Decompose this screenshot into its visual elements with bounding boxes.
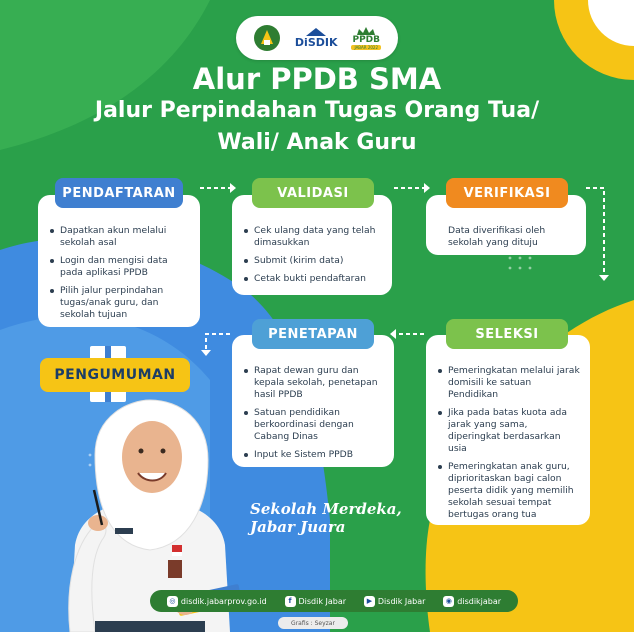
arrow-penetapan-to-pengumuman [206,334,230,350]
youtube-icon: ▶ [364,596,375,607]
list-item: Dapatkan akun melalui sekolah asal [50,225,190,249]
footer-youtube[interactable] [364,596,426,607]
footer-facebook[interactable] [285,596,347,607]
verifikasi-label: VERIFIKASI [446,178,568,208]
arrow-verifikasi-to-seleksi [586,188,604,275]
pendaftaran-label: PENDAFTARAN [55,178,183,208]
footer-instagram[interactable] [443,596,501,607]
list-item: Cetak bukti pendaftaran [244,273,382,285]
instagram-icon: ◉ [443,596,454,607]
facebook-icon: f [285,596,296,607]
main-title: Alur PPDB SMA [192,62,442,96]
list-item: Submit (kirim data) [244,255,382,267]
slogan-line-1: Sekolah Merdeka, [250,500,402,518]
list-item: Pemeringkatan melalui jarak domisili ke satuan Pendidikan [438,365,580,401]
list-item: Jika pada batas kuota ada jarak yang sama, diperingkat berdasarkan usia [438,407,580,455]
validasi-label: VALIDASI [252,178,374,208]
footer-instagram-text: disdikjabar [457,596,502,606]
list-item: Pemeringkatan anak guru, diprioritaskan bagi calon peserta didik yang memilih sekolah sesuai tempat bertugas orang tua [438,461,580,521]
list-item: Satuan pendidikan berkoordinasi dengan Cabang Dinas [244,407,384,443]
footer-social-bar [150,590,518,612]
arrowhead-seleksi [599,275,609,281]
ppdb-logo-text: PPDB [352,34,380,45]
verifikasi-text: Data diverifikasi oleh sekolah yang dituju [448,225,546,248]
footer-facebook-text: Disdik Jabar [298,596,347,606]
subtitle-line-1: Jalur Perpindahan Tugas Orang Tua/ [94,98,540,123]
graphic-credit: Grafis : Seyzar [278,617,348,629]
disdik-logo-text: DiSDIK [294,35,338,49]
list-item: Rapat dewan guru dan kepala sekolah, penetapan hasil PPDB [244,365,384,401]
arrowhead-pengumuman [201,350,211,356]
footer-website-text: disdik.jabarprov.go.id [180,596,267,606]
list-item: Cek ulang data yang telah dimasukkan [244,225,382,249]
list-item: Pilih jalur perpindahan tugas/anak guru, dan sekolah tujuan [50,285,190,321]
globe-icon: ◎ [167,596,178,607]
arrowhead-verifikasi [424,183,430,193]
arrowhead-validasi [230,183,236,193]
arrowhead-penetapan [390,329,396,339]
seleksi-label: SELEKSI [446,319,568,349]
slogan [250,500,402,536]
list-item: Input ke Sistem PPDB [244,449,384,461]
footer-youtube-text: Disdik Jabar [377,596,426,606]
pengumuman-label: PENGUMUMAN [40,358,190,392]
list-item: Login dan mengisi data pada aplikasi PPDB [50,255,190,279]
penetapan-label: PENETAPAN [252,319,374,349]
subtitle-line-2: Wali/ Anak Guru [217,130,417,155]
slogan-line-2: Jabar Juara [250,518,346,536]
footer-website[interactable] [167,596,267,607]
ppdb-logo-subtext: JABAR 2022 [351,45,381,50]
